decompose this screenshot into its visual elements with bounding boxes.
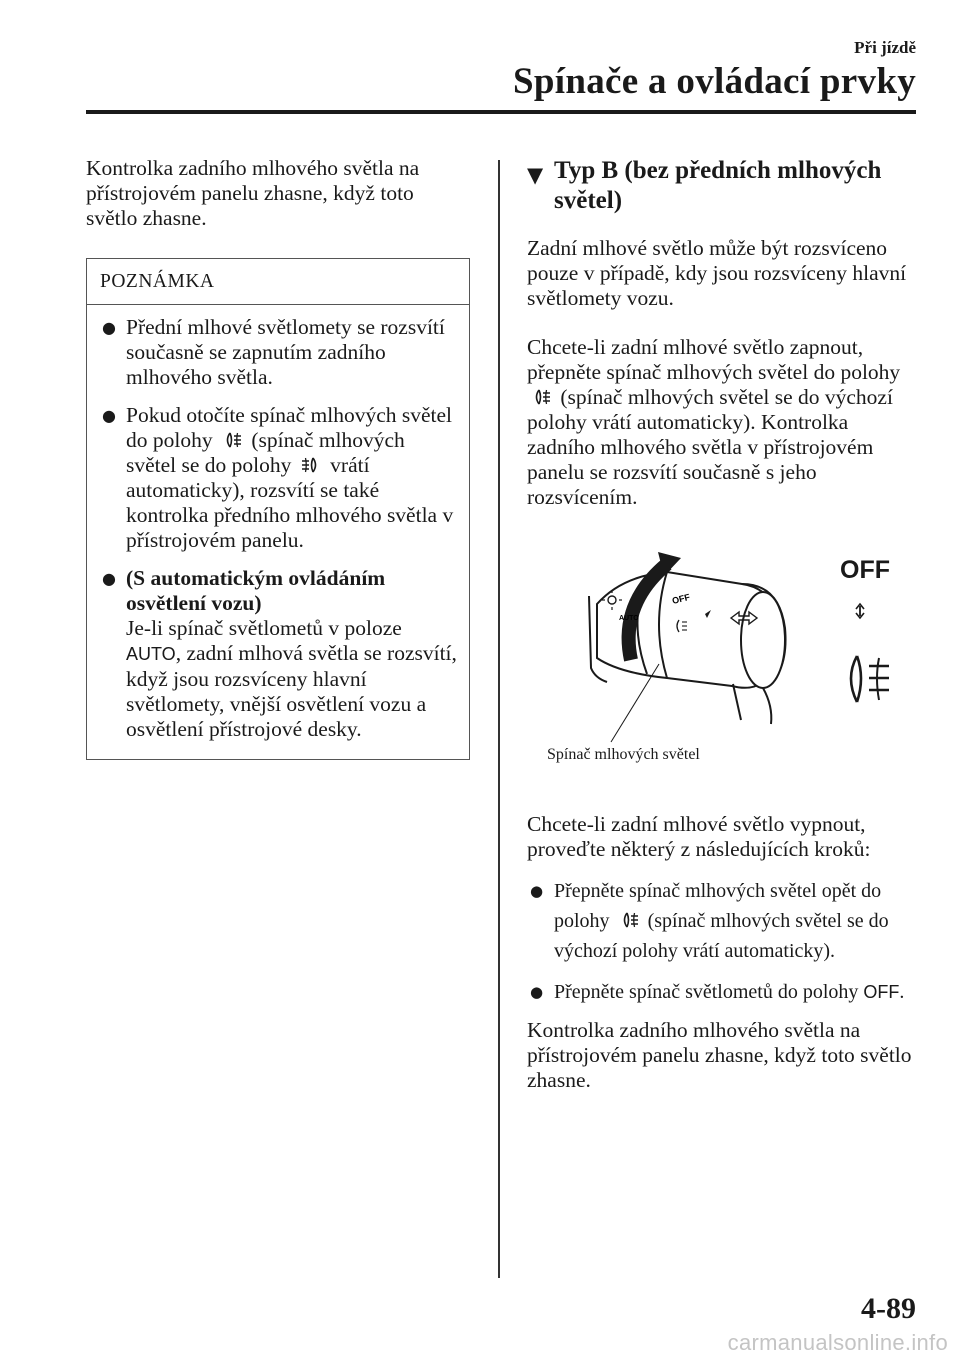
paragraph: Chcete-li zadní mlhové světlo zapnout, přepněte spínač mlhových světel do polohy (spínač mlhových světel se do výchozí polohy vrátí automaticky). Kontrolka zadního mlhového světla v přístrojovém panelu se rozsvítí současně s jeho rozsvícením. bbox=[527, 335, 901, 509]
paragraph: Kontrolka zadního mlhového světla na přístrojovém panelu zhasne, když toto světlo zhasne. bbox=[527, 1018, 912, 1092]
note-bullet: ● (S automatickým ovládáním osvětlení vozu) Je-li spínač světlometů v poloze AUTO, zadní mlhová světla se rozsvítí, když jsou rozsvíceny hlavní světlomety, vnější osvětlení vozu a osvětlení přístrojové desky. bbox=[102, 566, 457, 741]
note-bullet: ● Přední mlhové světlomety se rozsvítí současně se zapnutím zadního mlhového světla. bbox=[102, 315, 445, 389]
rear-fog-light-icon bbox=[221, 430, 243, 450]
intro-paragraph: Kontrolka zadního mlhového světla na přístrojovém panelu zhasne, když toto světlo zhasne. bbox=[86, 156, 420, 230]
bullet-dot: ● bbox=[530, 983, 544, 1001]
step-bullet: ● Přepněte spínač světlometů do polohy OFF. bbox=[527, 977, 919, 1007]
paragraph: Chcete-li zadní mlhové světlo vypnout, proveďte některý z následujících kroků: bbox=[527, 812, 871, 861]
bullet-dot: ● bbox=[530, 882, 544, 900]
stalk-off-label: OFF bbox=[671, 591, 691, 606]
note-body bbox=[87, 305, 469, 759]
watermark: carmanualsonline.info bbox=[727, 1330, 948, 1355]
rear-fog-light-icon bbox=[851, 656, 889, 702]
paragraph: Zadní mlhové světlo může být rozsvíceno pouze v případě, kdy jsou rozsvíceny hlavní světlomety vozu. bbox=[527, 236, 907, 310]
rear-fog-light-icon bbox=[618, 910, 640, 930]
auto-position-label: AUTO bbox=[126, 644, 176, 664]
off-position-label: OFF bbox=[840, 556, 890, 584]
bullet-dot: ● bbox=[102, 569, 116, 588]
off-position-inline: OFF bbox=[863, 982, 900, 1002]
right-column bbox=[527, 156, 919, 1117]
auto-lighting-heading: (S automatickým ovládáním osvětlení vozu) bbox=[126, 566, 386, 615]
figure-caption: Spínač mlhových světel bbox=[547, 746, 700, 763]
bullet-dot: ● bbox=[102, 318, 116, 337]
running-head: Při jízdě bbox=[854, 38, 916, 57]
stalk-auto-label: AUTO bbox=[619, 615, 639, 622]
step-bullet: ● Přepněte spínač mlhových světel opět do polohy (spínač mlhových světel se do výchozí polohy vrátí automaticky). bbox=[527, 876, 919, 966]
note-bullet: ● Pokud otočíte spínač mlhových světel do polohy (spínač mlhových světel se do polohy vrátí automaticky), rozsvítí se také kontrolka předního mlhového světla v přístrojovém panelu. bbox=[102, 403, 454, 552]
header-rule bbox=[86, 110, 916, 114]
heading-triangle-icon: ▼ bbox=[527, 163, 544, 187]
page-number: 4-89 bbox=[861, 1292, 916, 1325]
fog-switch-figure bbox=[527, 528, 919, 766]
subsection-heading: ▼ Typ B (bez předních mlhových světel) bbox=[527, 157, 882, 214]
front-fog-light-icon bbox=[300, 455, 322, 475]
note-box bbox=[86, 258, 470, 760]
left-column bbox=[86, 156, 470, 760]
bullet-dot: ● bbox=[102, 406, 116, 425]
column-divider bbox=[498, 160, 500, 1278]
rear-fog-light-icon bbox=[530, 387, 552, 407]
section-title: Spínače a ovládací prvky bbox=[513, 61, 916, 102]
note-title: POZNÁMKA bbox=[87, 259, 469, 305]
